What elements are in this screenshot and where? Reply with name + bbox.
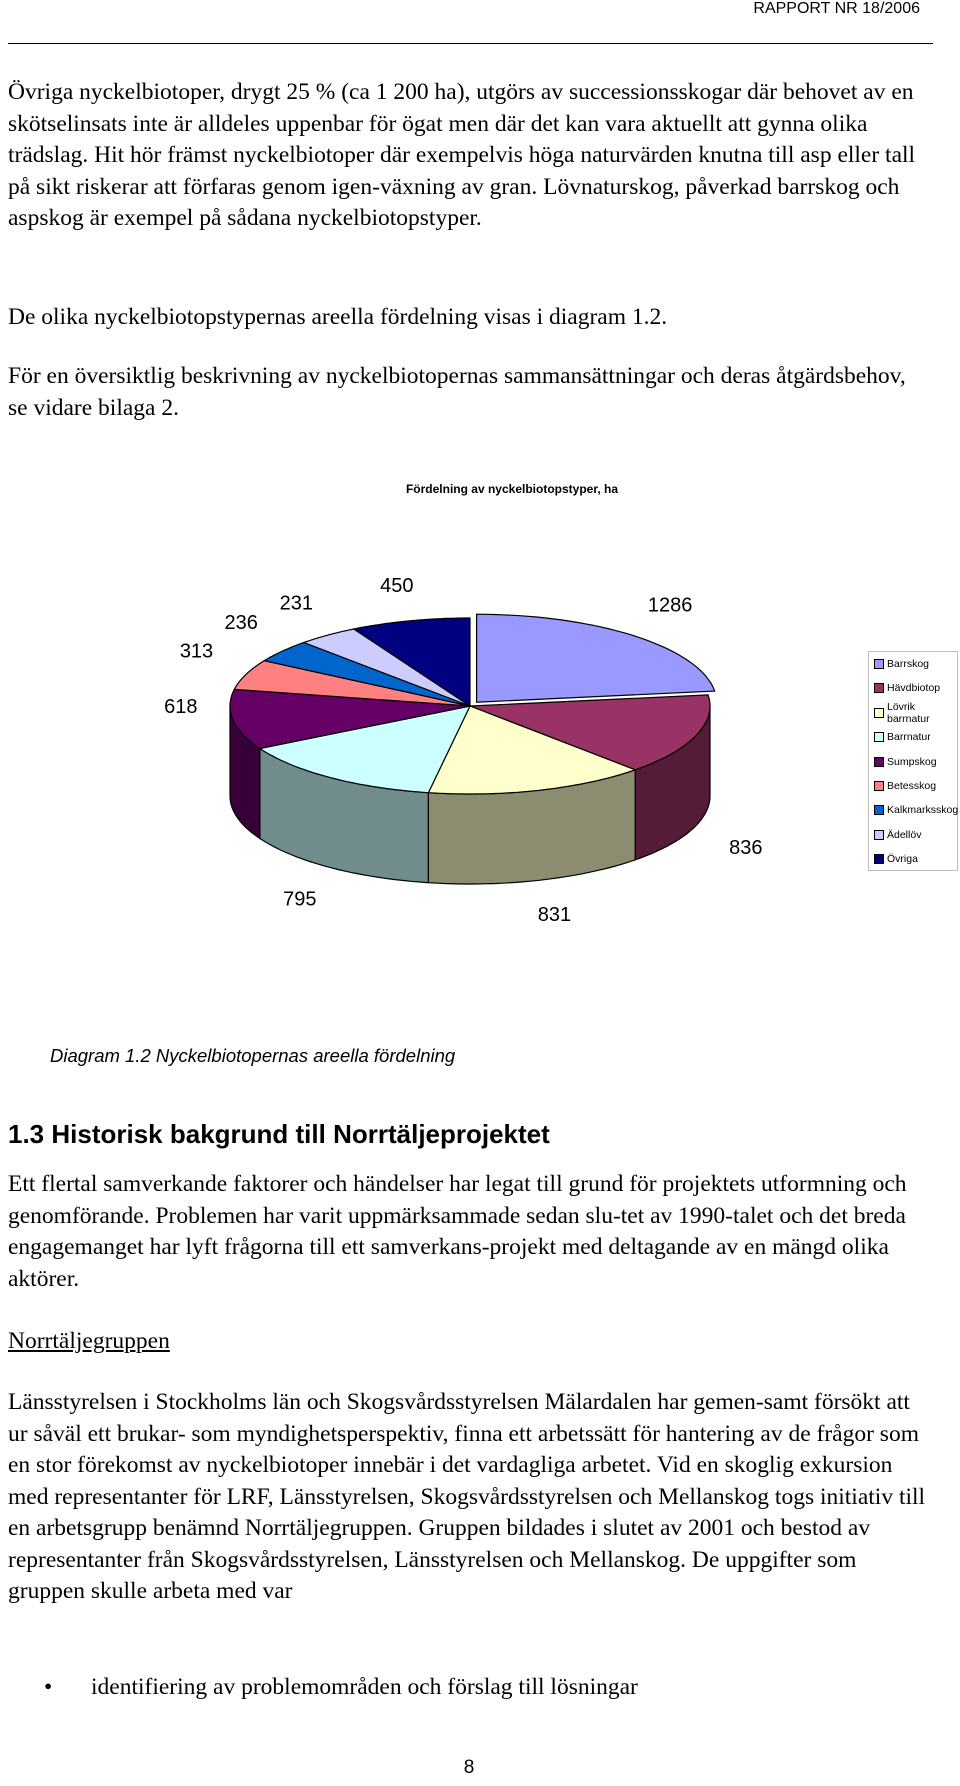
legend-swatch: [874, 757, 884, 767]
data-label: 795: [283, 888, 317, 911]
data-label: 236: [224, 612, 258, 634]
legend-swatch: [874, 781, 884, 791]
data-label: 313: [179, 640, 214, 663]
overview-paragraph: För en översiktlig beskrivning av nyckelbiotopernas sammansättningar och deras åtgärdsbehov, se vidare bilaga 2.: [8, 363, 906, 421]
list-item: [44, 1672, 638, 1704]
pie-slice: [477, 614, 715, 702]
legend-label: Sumpskog: [887, 755, 937, 768]
task-list: [44, 1672, 638, 1704]
data-label: 836: [729, 837, 763, 860]
legend-item: [874, 700, 957, 725]
norrtaljegruppen-paragraph: Länsstyrelsen i Stockholms län och Skogsvårdsstyrelsen Mälardalen har gemen-samt försökt att ur såväl ett brukar- som myndighetsperspektiv, finna ett arbetssätt för hantering av de frågor som en stor förekomst av nyckelbiotoper innebär i det vardagliga arbetet. Vid en skoglig exkursion med representanter för LRF, Länsstyrelsen, Skogsvårdsstyrelsen och Mellanskog togs initiativ till en arbetsgrupp benämnd Norrtäljegruppen. Gruppen bildades i slutet av 2001 och bestod av representanter från Skogsvårdsstyrelsen, Länsstyrelsen och Mellanskog. De uppgifter som gruppen skulle arbeta med var: [8, 1389, 926, 1604]
legend-swatch: [874, 805, 884, 815]
data-label: 618: [164, 695, 198, 718]
legend-label: Barrskog: [887, 658, 930, 670]
page-number: 8: [463, 1757, 475, 1778]
chart-legend: [868, 651, 958, 871]
legend-item: [874, 852, 918, 866]
section-paragraph: Ett flertal samverkande faktorer och händelser har legat till grund för projektets utformning och genomförande. Problemen har varit uppmärksammade sedan slu-tet av 1990-talet och det breda engagemanget har lyft frågorna till ett samverkans-projekt med deltagande av en mängd olika aktörer.: [8, 1171, 907, 1292]
legend-item: [874, 803, 958, 817]
legend-item: [874, 755, 937, 769]
legend-item: [874, 657, 929, 671]
section-heading: 1.3 Historisk bakgrund till Norrtäljeprojektet: [8, 1119, 550, 1149]
legend-label: Barrnatur: [887, 731, 931, 744]
legend-label: Övriga: [887, 853, 918, 866]
data-label: 450: [380, 575, 414, 597]
diagram-reference-paragraph: De olika nyckelbiotopstypernas areella fördelning visas i diagram 1.2.: [8, 304, 668, 330]
legend-swatch: [874, 683, 884, 693]
pie-chart: [0, 560, 960, 960]
data-label: 231: [279, 592, 313, 615]
legend-item: [874, 828, 921, 842]
report-number-header: RAPPORT NR 18/2006: [753, 0, 920, 17]
legend-swatch: [874, 830, 884, 840]
legend-swatch: [874, 659, 884, 669]
diagram-caption: Diagram 1.2 Nyckelbiotopernas areella fördelning: [50, 1045, 456, 1066]
data-label: 831: [537, 903, 572, 926]
subheading-norrtaljegruppen: Norrtäljegruppen: [8, 1328, 170, 1354]
legend-label: Lövrik barrnatur: [887, 700, 930, 725]
chart-title: Fördelning av nyckelbiotopstyper, ha: [405, 482, 619, 496]
legend-item: [874, 779, 936, 793]
intro-paragraph: Övriga nyckelbiotoper, drygt 25 % (ca 1 200 ha), utgörs av successionsskogar där behovet av en skötselinsats inte är alldeles uppenbar för ögat men där det kan vara aktuellt att gynna olika trädslag. Hit hör främst nyckelbiotoper där exempelvis höga naturvärden knutna till asp eller tall på sikt riskerar att förfaras genom igen-växning av gran. Lövnaturskog, påverkad barrskog och aspskog är exempel på sådana nyckelbiotopstyper.: [8, 79, 916, 231]
list-item-text: identifiering av problemområden och förslag till lösningar: [91, 1674, 638, 1700]
legend-label: Hävdbiotop: [887, 682, 941, 695]
legend-label: Betesskog: [887, 780, 937, 792]
bullet-icon: •: [44, 1674, 53, 1700]
legend-label: Kalkmarksskog: [887, 804, 959, 817]
legend-swatch: [874, 708, 884, 718]
legend-label: Ädellöv: [887, 828, 922, 841]
legend-swatch: [874, 732, 884, 742]
header-divider: [8, 43, 933, 44]
legend-item: [874, 730, 931, 744]
data-label: 1286: [647, 594, 693, 617]
legend-swatch: [874, 854, 884, 864]
legend-item: [874, 681, 940, 695]
